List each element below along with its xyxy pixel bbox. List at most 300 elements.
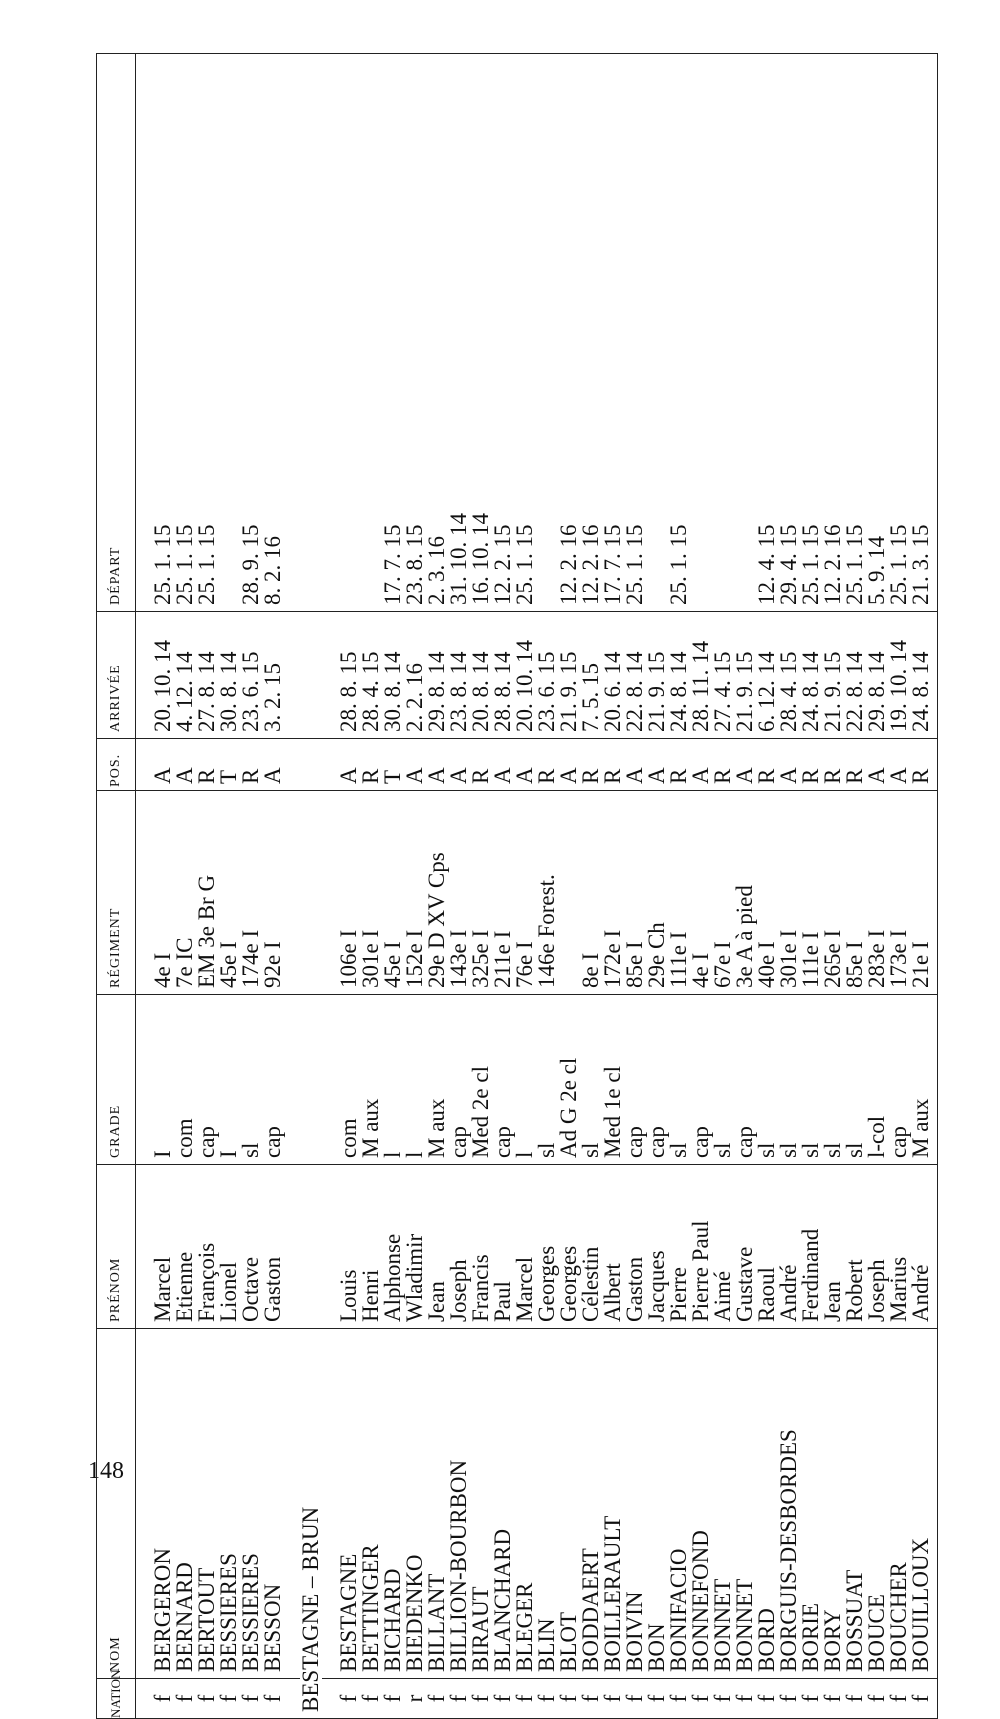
cell-nom: BORD bbox=[756, 1329, 778, 1679]
cell-nom: BORIE bbox=[800, 1329, 822, 1679]
cell-pos: A bbox=[558, 739, 580, 791]
cell-nom: BOIVIN bbox=[624, 1329, 646, 1679]
table-row bbox=[338, 54, 360, 1719]
cell-nation: f bbox=[262, 1679, 284, 1719]
cell-nom: BICHARD bbox=[382, 1329, 404, 1679]
cell-regiment: 106e I bbox=[338, 791, 360, 995]
cell-arrivee: 6. 12. 14 bbox=[756, 612, 778, 739]
cell-prenom: Paul bbox=[492, 1165, 514, 1329]
cell-pos: R bbox=[360, 739, 382, 791]
cell-arrivee: 28. 8. 15 bbox=[338, 612, 360, 739]
cell-nation: f bbox=[646, 1679, 668, 1719]
cell-prenom: Jean bbox=[822, 1165, 844, 1329]
cell-arrivee: 22. 8. 14 bbox=[624, 612, 646, 739]
cell-pos: A bbox=[778, 739, 800, 791]
table-row bbox=[536, 54, 558, 1719]
cell-arrivee: 24. 8. 14 bbox=[910, 612, 932, 739]
table-body bbox=[136, 54, 938, 1719]
header-nom: NOM bbox=[97, 1329, 136, 1679]
cell-arrivee: 21. 9. 15 bbox=[822, 612, 844, 739]
cell-prenom: Aimé bbox=[712, 1165, 734, 1329]
cell-grade: sl bbox=[536, 995, 558, 1165]
cell-pos: R bbox=[240, 739, 262, 791]
cell-regiment: 8e I bbox=[580, 791, 602, 995]
cell-grade: cap bbox=[690, 995, 712, 1165]
table-row bbox=[910, 54, 932, 1719]
cell-arrivee: 20. 10. 14 bbox=[514, 612, 536, 739]
table-row bbox=[580, 54, 602, 1719]
cell-nation: f bbox=[448, 1679, 470, 1719]
cell-regiment: 7e IC bbox=[174, 791, 196, 995]
cell-pos: A bbox=[174, 739, 196, 791]
cell-depart: 25. 1. 15 bbox=[174, 54, 196, 612]
cell-regiment: 265e I bbox=[822, 791, 844, 995]
cell-regiment: 111e I bbox=[668, 791, 690, 995]
table-row bbox=[174, 54, 196, 1719]
cell-prenom: André bbox=[910, 1165, 932, 1329]
cell-arrivee: 20. 10. 14 bbox=[152, 612, 174, 739]
cell-depart: 23. 8. 15 bbox=[404, 54, 426, 612]
cell-nation: f bbox=[492, 1679, 514, 1719]
cell-grade: Med 1e cl bbox=[602, 995, 624, 1165]
cell-depart: 8. 2. 16 bbox=[262, 54, 284, 612]
cell-nom: BOILLERAULT bbox=[602, 1329, 624, 1679]
cell-regiment: 3e A à pied bbox=[734, 791, 756, 995]
cell-nation: f bbox=[624, 1679, 646, 1719]
cell-prenom: Georges bbox=[536, 1165, 558, 1329]
cell-grade: cap bbox=[492, 995, 514, 1165]
cell-arrivee: 23. 6. 15 bbox=[536, 612, 558, 739]
table-row bbox=[426, 54, 448, 1719]
cell-depart: 25. 1. 15 bbox=[888, 54, 910, 612]
cell-prenom: François bbox=[196, 1165, 218, 1329]
cell-prenom: Henri bbox=[360, 1165, 382, 1329]
cell-nation: f bbox=[558, 1679, 580, 1719]
header-depart: DÉPART bbox=[97, 54, 136, 612]
cell-depart bbox=[360, 54, 382, 612]
cell-grade: sl bbox=[668, 995, 690, 1165]
cell-depart: 12. 2. 16 bbox=[580, 54, 602, 612]
cell-nation: f bbox=[756, 1679, 778, 1719]
table-row bbox=[492, 54, 514, 1719]
cell-regiment: 172e I bbox=[602, 791, 624, 995]
table-row bbox=[756, 54, 778, 1719]
cell-regiment: 111e I bbox=[800, 791, 822, 995]
cell-nom: BONNEFOND bbox=[690, 1329, 712, 1679]
cell-regiment: 325e I bbox=[470, 791, 492, 995]
cell-nom: BETTINGER bbox=[360, 1329, 382, 1679]
cell-depart bbox=[646, 54, 668, 612]
cell-regiment: 45e I bbox=[218, 791, 240, 995]
cell-grade: com bbox=[338, 995, 360, 1165]
cell-arrivee: 28. 11. 14 bbox=[690, 612, 712, 739]
table-row bbox=[624, 54, 646, 1719]
cell-pos: A bbox=[448, 739, 470, 791]
table-row bbox=[448, 54, 470, 1719]
header-arrivee: ARRIVÉE bbox=[97, 612, 136, 739]
cell-depart: 21. 3. 15 bbox=[910, 54, 932, 612]
cell-depart: 25. 1. 15 bbox=[152, 54, 174, 612]
cell-depart: 25. 1. 15 bbox=[668, 54, 690, 612]
table-row bbox=[360, 54, 382, 1719]
cell-depart: 17. 7. 15 bbox=[382, 54, 404, 612]
cell-nation: f bbox=[382, 1679, 404, 1719]
cell-grade: M aux bbox=[426, 995, 448, 1165]
cell-pos: A bbox=[624, 739, 646, 791]
table-row bbox=[218, 54, 240, 1719]
cell-pos: R bbox=[756, 739, 778, 791]
cell-pos: A bbox=[646, 739, 668, 791]
cell-pos: R bbox=[668, 739, 690, 791]
cell-pos: A bbox=[888, 739, 910, 791]
cell-arrivee: 24. 8. 14 bbox=[668, 612, 690, 739]
cell-arrivee: 28. 8. 14 bbox=[492, 612, 514, 739]
header-grade: GRADE bbox=[97, 995, 136, 1165]
cell-prenom: Jean bbox=[426, 1165, 448, 1329]
cell-prenom: Marcel bbox=[152, 1165, 174, 1329]
cell-regiment: 301e I bbox=[360, 791, 382, 995]
cell-prenom: Pierre Paul bbox=[690, 1165, 712, 1329]
cell-nation: f bbox=[218, 1679, 240, 1719]
cell-depart: 25. 1. 15 bbox=[800, 54, 822, 612]
table-row bbox=[382, 54, 404, 1719]
cell-arrivee: 2. 2. 16 bbox=[404, 612, 426, 739]
cell-depart: 2. 3. 16 bbox=[426, 54, 448, 612]
cell-regiment: 4e I bbox=[152, 791, 174, 995]
cell-regiment: 29e Ch bbox=[646, 791, 668, 995]
cell-pos: T bbox=[218, 739, 240, 791]
cell-grade: Med 2e cl bbox=[470, 995, 492, 1165]
cell-arrivee: 21. 9. 15 bbox=[646, 612, 668, 739]
cell-grade: sl bbox=[240, 995, 262, 1165]
cell-nom: BERGERON bbox=[152, 1329, 174, 1679]
cell-grade: M aux bbox=[910, 995, 932, 1165]
cell-nation: f bbox=[602, 1679, 624, 1719]
cell-nation: f bbox=[778, 1679, 800, 1719]
cell-prenom: Jacques bbox=[646, 1165, 668, 1329]
cell-pos: A bbox=[426, 739, 448, 791]
cell-grade: M aux bbox=[360, 995, 382, 1165]
cell-depart: 25. 1. 15 bbox=[514, 54, 536, 612]
cell-grade: cap bbox=[646, 995, 668, 1165]
table-row bbox=[866, 54, 888, 1719]
cell-grade: cap bbox=[888, 995, 910, 1165]
table-row bbox=[196, 54, 218, 1719]
cell-arrivee: 21. 9. 15 bbox=[734, 612, 756, 739]
cell-regiment: 146e Forest. bbox=[536, 791, 558, 995]
cell-grade: l-col bbox=[866, 995, 888, 1165]
header-pos: POS. bbox=[97, 739, 136, 791]
header-prenom: PRÉNOM bbox=[97, 1165, 136, 1329]
cell-regiment: 45e I bbox=[382, 791, 404, 995]
cell-arrivee: 4. 12. 14 bbox=[174, 612, 196, 739]
cell-nom: BESTAGNE bbox=[338, 1329, 360, 1679]
cell-regiment: 29e D XV Cps bbox=[426, 791, 448, 995]
cell-depart: 29. 4. 15 bbox=[778, 54, 800, 612]
cell-prenom: Ferdinand bbox=[800, 1165, 822, 1329]
cell-prenom: Marcel bbox=[514, 1165, 536, 1329]
cell-regiment: 92e I bbox=[262, 791, 284, 995]
cell-arrivee: 7. 5. 15 bbox=[580, 612, 602, 739]
cell-pos: R bbox=[712, 739, 734, 791]
table-row bbox=[240, 54, 262, 1719]
cell-arrivee: 27. 4. 15 bbox=[712, 612, 734, 739]
cell-depart bbox=[690, 54, 712, 612]
cell-grade: l bbox=[514, 995, 536, 1165]
cell-depart: 25. 1. 15 bbox=[624, 54, 646, 612]
cell-prenom: Raoul bbox=[756, 1165, 778, 1329]
cell-arrivee: 19. 10. 14 bbox=[888, 612, 910, 739]
cell-prenom: Célestin bbox=[580, 1165, 602, 1329]
cell-prenom: Gaston bbox=[624, 1165, 646, 1329]
table-row bbox=[602, 54, 624, 1719]
cell-pos: R bbox=[844, 739, 866, 791]
cell-grade: l bbox=[404, 995, 426, 1165]
cell-nation: f bbox=[822, 1679, 844, 1719]
rotated-table-container bbox=[96, 54, 938, 1719]
cell-grade: sl bbox=[712, 995, 734, 1165]
cell-prenom: Joseph bbox=[448, 1165, 470, 1329]
cell-grade: cap bbox=[262, 995, 284, 1165]
cell-depart bbox=[536, 54, 558, 612]
cell-grade: l bbox=[382, 995, 404, 1165]
cell-grade: sl bbox=[778, 995, 800, 1165]
cell-grade: sl bbox=[844, 995, 866, 1165]
table-row bbox=[822, 54, 844, 1719]
cell-regiment: 4e I bbox=[690, 791, 712, 995]
cell-nation: f bbox=[690, 1679, 712, 1719]
cell-nation: f bbox=[888, 1679, 910, 1719]
cell-nation: f bbox=[196, 1679, 218, 1719]
cell-depart bbox=[712, 54, 734, 612]
cell-grade: cap bbox=[734, 995, 756, 1165]
cell-nation: r bbox=[404, 1679, 426, 1719]
table-row bbox=[558, 54, 580, 1719]
cell-nation: f bbox=[910, 1679, 932, 1719]
table-row bbox=[646, 54, 668, 1719]
cell-nom: BOUCE bbox=[866, 1329, 888, 1679]
section-title: BESTAGNE – BRUN bbox=[300, 1329, 322, 1719]
cell-pos: A bbox=[734, 739, 756, 791]
cell-prenom: Marius bbox=[888, 1165, 910, 1329]
cell-nation: f bbox=[844, 1679, 866, 1719]
cell-pos: A bbox=[514, 739, 536, 791]
table-row bbox=[712, 54, 734, 1719]
cell-arrivee: 30. 8. 14 bbox=[218, 612, 240, 739]
table-row bbox=[152, 54, 174, 1719]
cell-nom: BESSIERES bbox=[240, 1329, 262, 1679]
cell-arrivee: 29. 8. 14 bbox=[866, 612, 888, 739]
cell-arrivee: 24. 8. 14 bbox=[800, 612, 822, 739]
cell-grade: cap bbox=[196, 995, 218, 1165]
cell-regiment: 85e I bbox=[844, 791, 866, 995]
cell-arrivee: 29. 8. 14 bbox=[426, 612, 448, 739]
cell-pos: A bbox=[338, 739, 360, 791]
cell-depart bbox=[218, 54, 240, 612]
cell-depart: 12. 2. 15 bbox=[492, 54, 514, 612]
cell-nation: f bbox=[668, 1679, 690, 1719]
cell-nom: BONNET bbox=[712, 1329, 734, 1679]
cell-depart: 16. 10. 14 bbox=[470, 54, 492, 612]
cell-arrivee: 23. 8. 14 bbox=[448, 612, 470, 739]
cell-prenom: Robert bbox=[844, 1165, 866, 1329]
cell-nom: BONNET bbox=[734, 1329, 756, 1679]
cell-prenom: Alphonse bbox=[382, 1165, 404, 1329]
cell-nation: f bbox=[734, 1679, 756, 1719]
cell-prenom: Georges bbox=[558, 1165, 580, 1329]
cell-nom: BOUCHER bbox=[888, 1329, 910, 1679]
cell-regiment: 21e I bbox=[910, 791, 932, 995]
cell-depart: 25. 1. 15 bbox=[196, 54, 218, 612]
cell-prenom: Louis bbox=[338, 1165, 360, 1329]
cell-prenom: Pierre bbox=[668, 1165, 690, 1329]
cell-pos: A bbox=[152, 739, 174, 791]
cell-depart: 12. 4. 15 bbox=[756, 54, 778, 612]
cell-pos: A bbox=[492, 739, 514, 791]
cell-depart: 31. 10. 14 bbox=[448, 54, 470, 612]
officer-register-table bbox=[96, 53, 938, 1719]
cell-depart: 28. 9. 15 bbox=[240, 54, 262, 612]
table-row bbox=[778, 54, 800, 1719]
cell-pos: R bbox=[536, 739, 558, 791]
cell-pos: A bbox=[690, 739, 712, 791]
cell-regiment: 40e I bbox=[756, 791, 778, 995]
cell-prenom: André bbox=[778, 1165, 800, 1329]
cell-grade: sl bbox=[822, 995, 844, 1165]
cell-depart: 17. 7. 15 bbox=[602, 54, 624, 612]
cell-arrivee: 20. 8. 14 bbox=[470, 612, 492, 739]
table-row bbox=[888, 54, 910, 1719]
cell-pos: T bbox=[382, 739, 404, 791]
cell-nom: BOSSUAT bbox=[844, 1329, 866, 1679]
header-row bbox=[97, 54, 136, 1719]
cell-nom: BESSIERES bbox=[218, 1329, 240, 1679]
filler-row bbox=[932, 54, 938, 1719]
cell-nation: f bbox=[152, 1679, 174, 1719]
cell-nation: f bbox=[866, 1679, 888, 1719]
cell-regiment: 174e I bbox=[240, 791, 262, 995]
table-row bbox=[844, 54, 866, 1719]
cell-arrivee: 23. 6. 15 bbox=[240, 612, 262, 739]
cell-regiment: 67e I bbox=[712, 791, 734, 995]
cell-arrivee: 27. 8. 14 bbox=[196, 612, 218, 739]
cell-nation: f bbox=[800, 1679, 822, 1719]
cell-nom: BORGUIS-DESBORDES bbox=[778, 1329, 800, 1679]
cell-depart: 12. 2. 16 bbox=[558, 54, 580, 612]
cell-regiment: EM 3e Br G bbox=[196, 791, 218, 995]
cell-regiment: 283e I bbox=[866, 791, 888, 995]
cell-grade: I bbox=[218, 995, 240, 1165]
cell-prenom: Albert bbox=[602, 1165, 624, 1329]
cell-nation: f bbox=[712, 1679, 734, 1719]
header-regiment: RÉGIMENT bbox=[97, 791, 136, 995]
cell-grade: sl bbox=[580, 995, 602, 1165]
cell-nom: BODDAERT bbox=[580, 1329, 602, 1679]
cell-pos: A bbox=[262, 739, 284, 791]
cell-nom: BON bbox=[646, 1329, 668, 1679]
cell-prenom: Francis bbox=[470, 1165, 492, 1329]
cell-regiment: 173e I bbox=[888, 791, 910, 995]
cell-nom: BERNARD bbox=[174, 1329, 196, 1679]
table-row bbox=[262, 54, 284, 1719]
cell-nom: BILLION-BOURBON bbox=[448, 1329, 470, 1679]
cell-arrivee: 22. 8. 14 bbox=[844, 612, 866, 739]
cell-nation: f bbox=[338, 1679, 360, 1719]
table-row bbox=[800, 54, 822, 1719]
page-number: 148 bbox=[88, 1458, 124, 1484]
cell-arrivee: 20. 6. 14 bbox=[602, 612, 624, 739]
cell-nom: BLANCHARD bbox=[492, 1329, 514, 1679]
cell-grade: sl bbox=[756, 995, 778, 1165]
spacer-row bbox=[136, 54, 153, 1719]
cell-regiment bbox=[558, 791, 580, 995]
cell-nom: BLOT bbox=[558, 1329, 580, 1679]
cell-grade: com bbox=[174, 995, 196, 1165]
cell-depart: 12. 2. 16 bbox=[822, 54, 844, 612]
cell-grade: I bbox=[152, 995, 174, 1165]
cell-pos: A bbox=[404, 739, 426, 791]
cell-depart: 25. 1. 15 bbox=[844, 54, 866, 612]
cell-nom: BOUILLOUX bbox=[910, 1329, 932, 1679]
cell-nom: BESSON bbox=[262, 1329, 284, 1679]
cell-grade: sl bbox=[800, 995, 822, 1165]
cell-pos: A bbox=[866, 739, 888, 791]
cell-nation: f bbox=[360, 1679, 382, 1719]
cell-grade: cap bbox=[624, 995, 646, 1165]
cell-nom: BONIFACIO bbox=[668, 1329, 690, 1679]
cell-nom: BLEGER bbox=[514, 1329, 536, 1679]
cell-nom: BLIN bbox=[536, 1329, 558, 1679]
cell-pos: R bbox=[470, 739, 492, 791]
table-row bbox=[514, 54, 536, 1719]
cell-pos: R bbox=[196, 739, 218, 791]
cell-grade: Ad G 2e cl bbox=[558, 995, 580, 1165]
cell-nation: f bbox=[174, 1679, 196, 1719]
cell-nation: f bbox=[470, 1679, 492, 1719]
cell-nation: f bbox=[536, 1679, 558, 1719]
cell-nation: f bbox=[580, 1679, 602, 1719]
cell-nom: BORY bbox=[822, 1329, 844, 1679]
cell-arrivee: 3. 2. 15 bbox=[262, 612, 284, 739]
cell-pos: R bbox=[580, 739, 602, 791]
cell-prenom: Octave bbox=[240, 1165, 262, 1329]
cell-depart bbox=[734, 54, 756, 612]
cell-prenom: Etienne bbox=[174, 1165, 196, 1329]
cell-grade: cap bbox=[448, 995, 470, 1165]
spacer-row bbox=[322, 54, 338, 1719]
table-row bbox=[404, 54, 426, 1719]
header-nation: NATION bbox=[97, 1679, 136, 1719]
cell-nation: f bbox=[514, 1679, 536, 1719]
table-row bbox=[668, 54, 690, 1719]
cell-regiment: 152e I bbox=[404, 791, 426, 995]
spacer-row bbox=[284, 54, 300, 1719]
cell-nom: BERTOUT bbox=[196, 1329, 218, 1679]
cell-pos: R bbox=[800, 739, 822, 791]
cell-nom: BIEDENKO bbox=[404, 1329, 426, 1679]
table-row bbox=[734, 54, 756, 1719]
table-row bbox=[690, 54, 712, 1719]
cell-nation: f bbox=[240, 1679, 262, 1719]
cell-nom: BIRAUT bbox=[470, 1329, 492, 1679]
cell-nom: BILLANT bbox=[426, 1329, 448, 1679]
cell-prenom: Lionel bbox=[218, 1165, 240, 1329]
cell-pos: R bbox=[910, 739, 932, 791]
cell-prenom: Wladimir bbox=[404, 1165, 426, 1329]
cell-regiment: 301e I bbox=[778, 791, 800, 995]
cell-regiment: 85e I bbox=[624, 791, 646, 995]
cell-regiment: 76e I bbox=[514, 791, 536, 995]
